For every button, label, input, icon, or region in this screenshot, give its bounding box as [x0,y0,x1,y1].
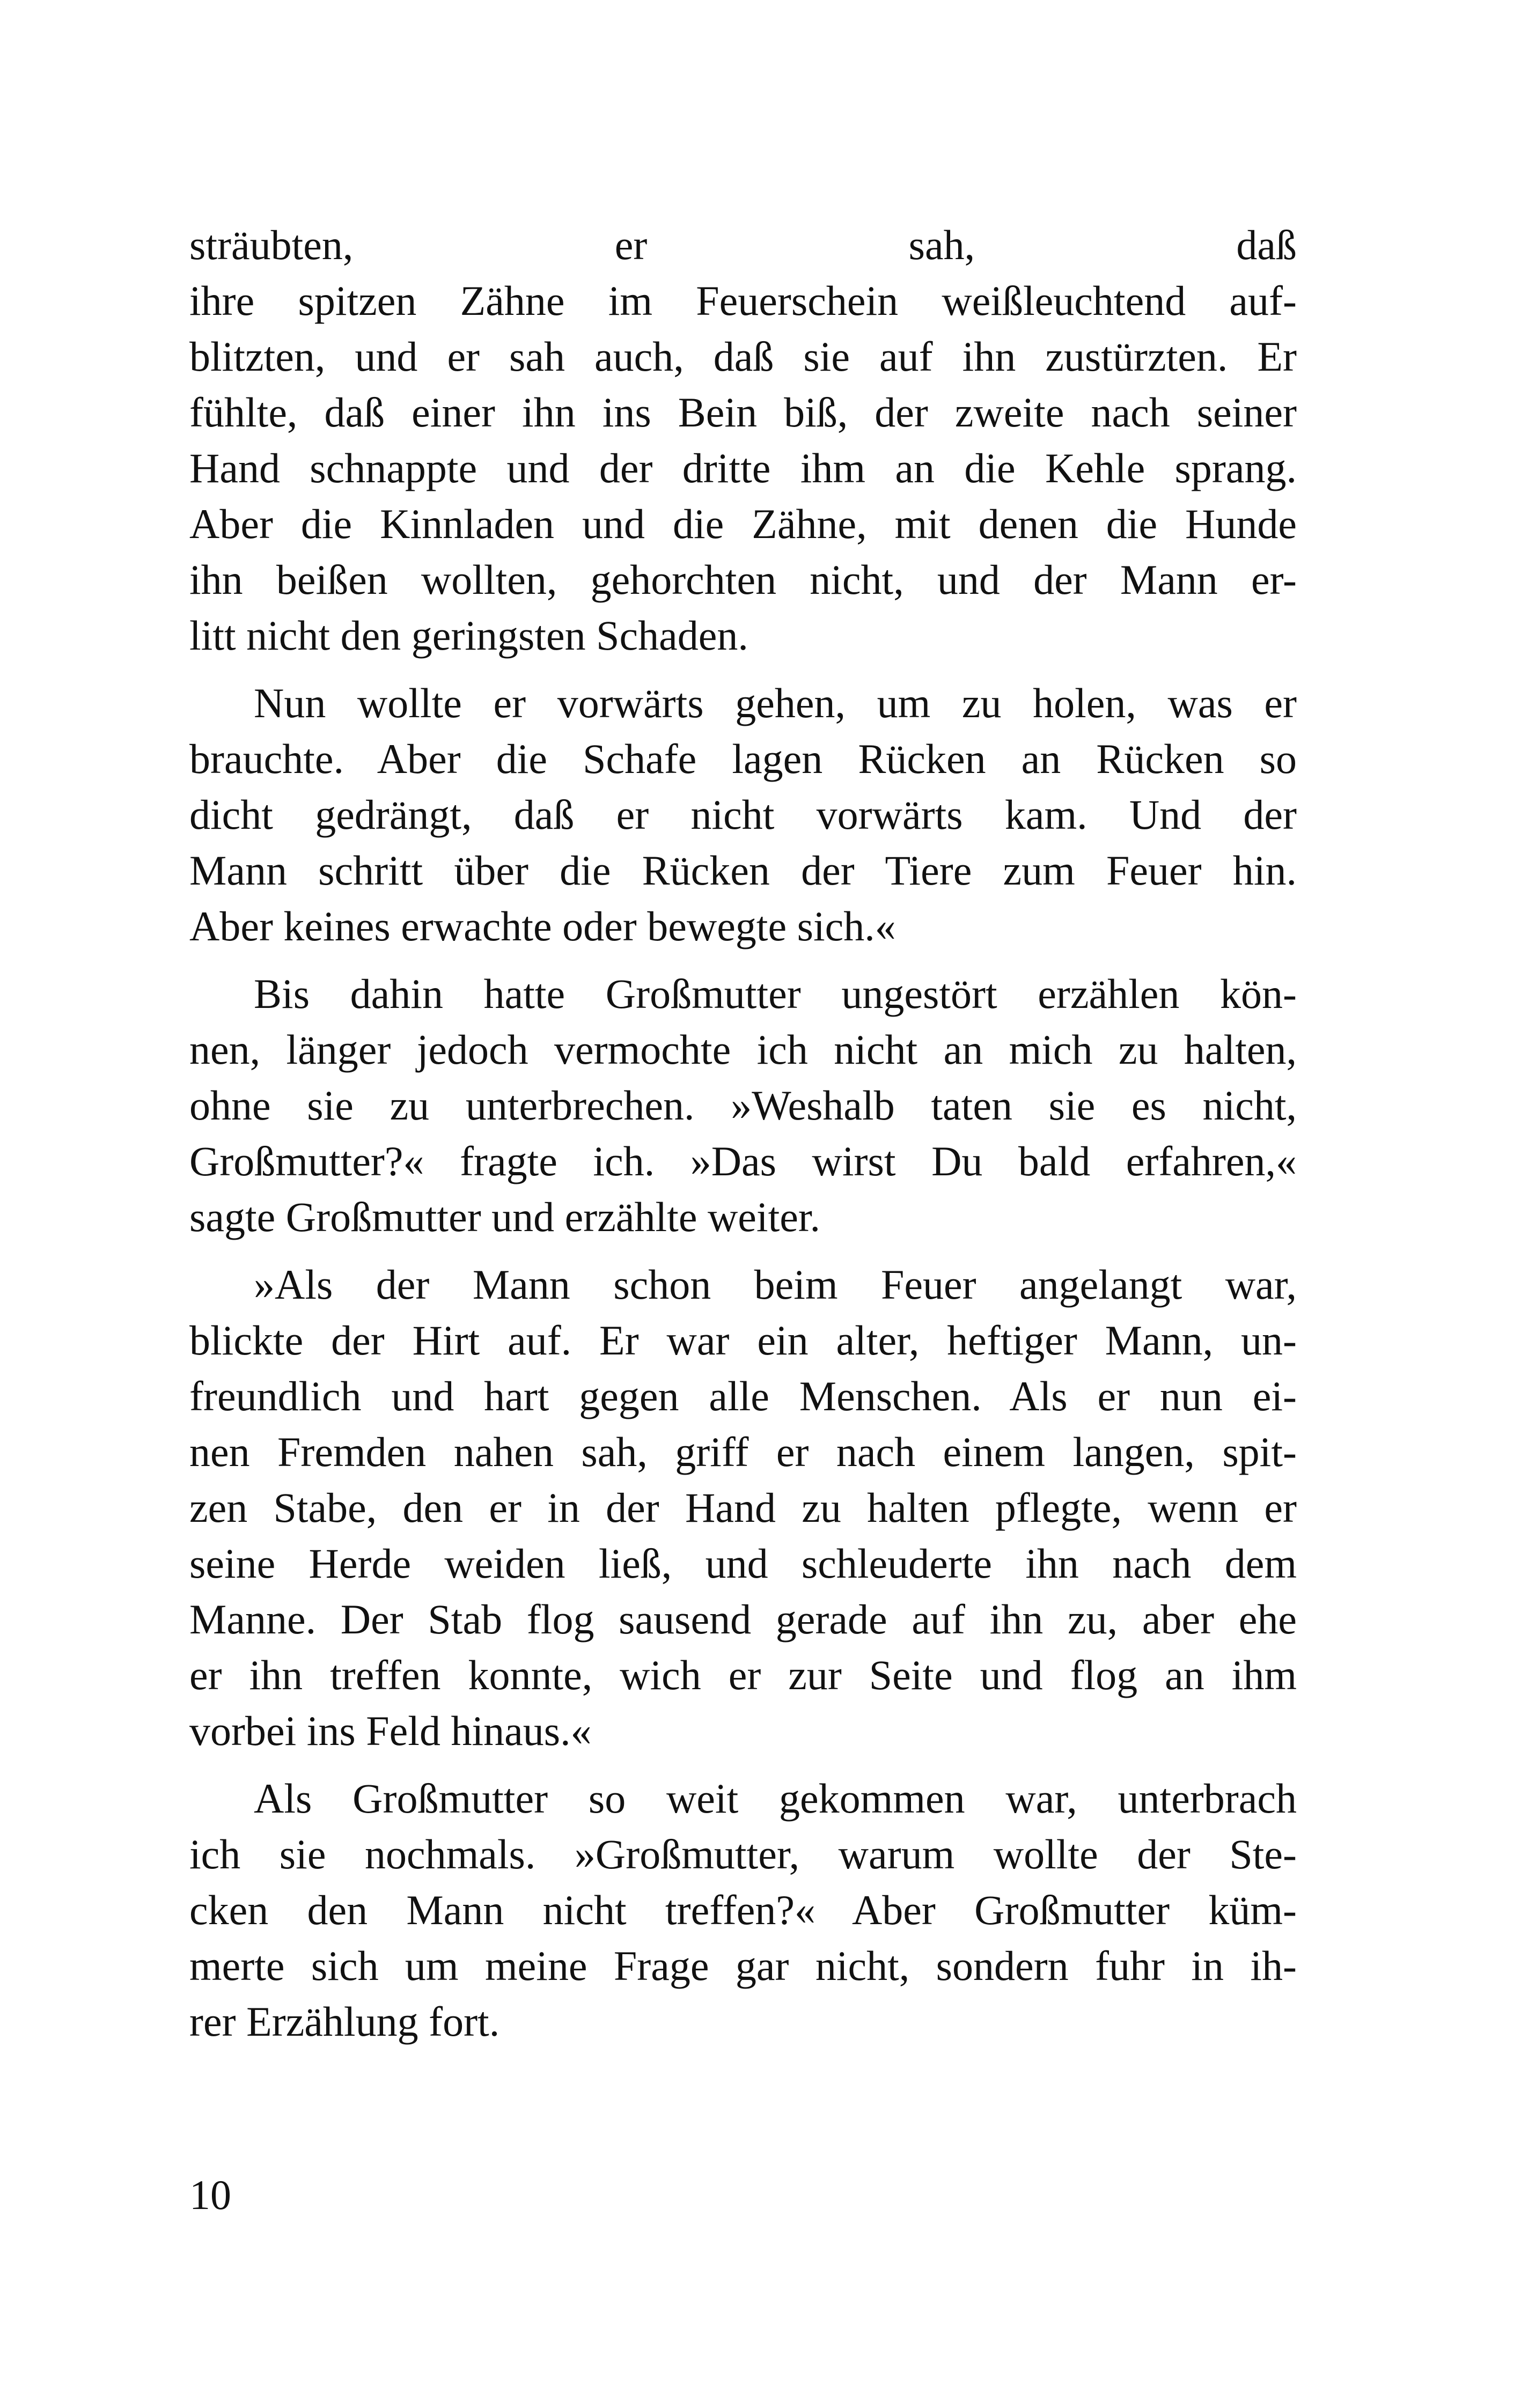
text-line: Als Großmutter so weit gekommen war, unterbrach [254,1775,1297,1822]
text-line: ihre spitzen Zähne im Feuerschein weißleuchtend auf- [189,277,1297,324]
text-line: blickte der Hirt auf. Er war ein alter, heftiger Mann, un- [189,1317,1297,1364]
text-line: sträubten, er sah, daß [189,222,1297,268]
text-line: fühlte, daß einer ihn ins Bein biß, der zweite nach seiner [189,389,1297,436]
text-line: ich sie nochmals. »Großmutter, warum wollte der Ste- [189,1831,1297,1877]
text-line: seine Herde weiden ließ, und schleuderte ihn nach dem [189,1540,1297,1587]
text-line: vorbei ins Feld hinaus.« [189,1707,592,1754]
text-line: rer Erzählung fort. [189,1998,500,2045]
paragraph-5 [189,1771,1297,2050]
text-line: freundlich und hart gegen alle Menschen. Als er nun ei- [189,1373,1297,1419]
text-line: Aber keines erwachte oder bewegte sich.« [189,903,896,949]
body-text [189,217,1297,2061]
text-line: litt nicht den geringsten Schaden. [189,612,748,659]
text-line: zen Stabe, den er in der Hand zu halten pflegte, wenn er [189,1484,1297,1531]
text-line: Großmutter?« fragte ich. »Das wirst Du bald erfahren,« [189,1138,1297,1184]
text-line: Manne. Der Stab flog sausend gerade auf ihn zu, aber ehe [189,1596,1297,1643]
text-line: dicht gedrängt, daß er nicht vorwärts kam. Und der [189,791,1297,838]
paragraph-2 [189,675,1297,954]
text-line: cken den Mann nicht treffen?« Aber Großmutter küm- [189,1887,1297,1933]
page-number: 10 [189,2171,231,2218]
text-line: Mann schritt über die Rücken der Tiere zum Feuer hin. [189,847,1297,894]
paragraph-4 [189,1257,1297,1759]
text-line: nen Fremden nahen sah, griff er nach einem langen, spit- [189,1428,1297,1475]
paragraph-1 [189,217,1297,664]
text-line: ihn beißen wollten, gehorchten nicht, und der Mann er- [189,556,1297,603]
text-line: Aber die Kinnladen und die Zähne, mit denen die Hunde [189,500,1297,547]
text-line: merte sich um meine Frage gar nicht, sondern fuhr in ih- [189,1942,1297,1989]
text-line: ohne sie zu unterbrechen. »Weshalb taten sie es nicht, [189,1082,1297,1129]
text-line: brauchte. Aber die Schafe lagen Rücken an Rücken so [189,735,1297,782]
text-line: blitzten, und er sah auch, daß sie auf ihn zustürzten. Er [189,333,1297,380]
text-line: er ihn treffen konnte, wich er zur Seite und flog an ihm [189,1652,1297,1698]
text-line: Bis dahin hatte Großmutter ungestört erzählen kön- [254,970,1297,1017]
text-line: Nun wollte er vorwärts gehen, um zu holen, was er [254,680,1297,726]
text-line: nen, länger jedoch vermochte ich nicht an mich zu halten, [189,1026,1297,1073]
text-line: Hand schnappte und der dritte ihm an die Kehle sprang. [189,445,1297,491]
paragraph-3 [189,966,1297,1245]
text-line: »Als der Mann schon beim Feuer angelangt war, [254,1261,1297,1308]
text-line: sagte Großmutter und erzählte weiter. [189,1194,821,1240]
